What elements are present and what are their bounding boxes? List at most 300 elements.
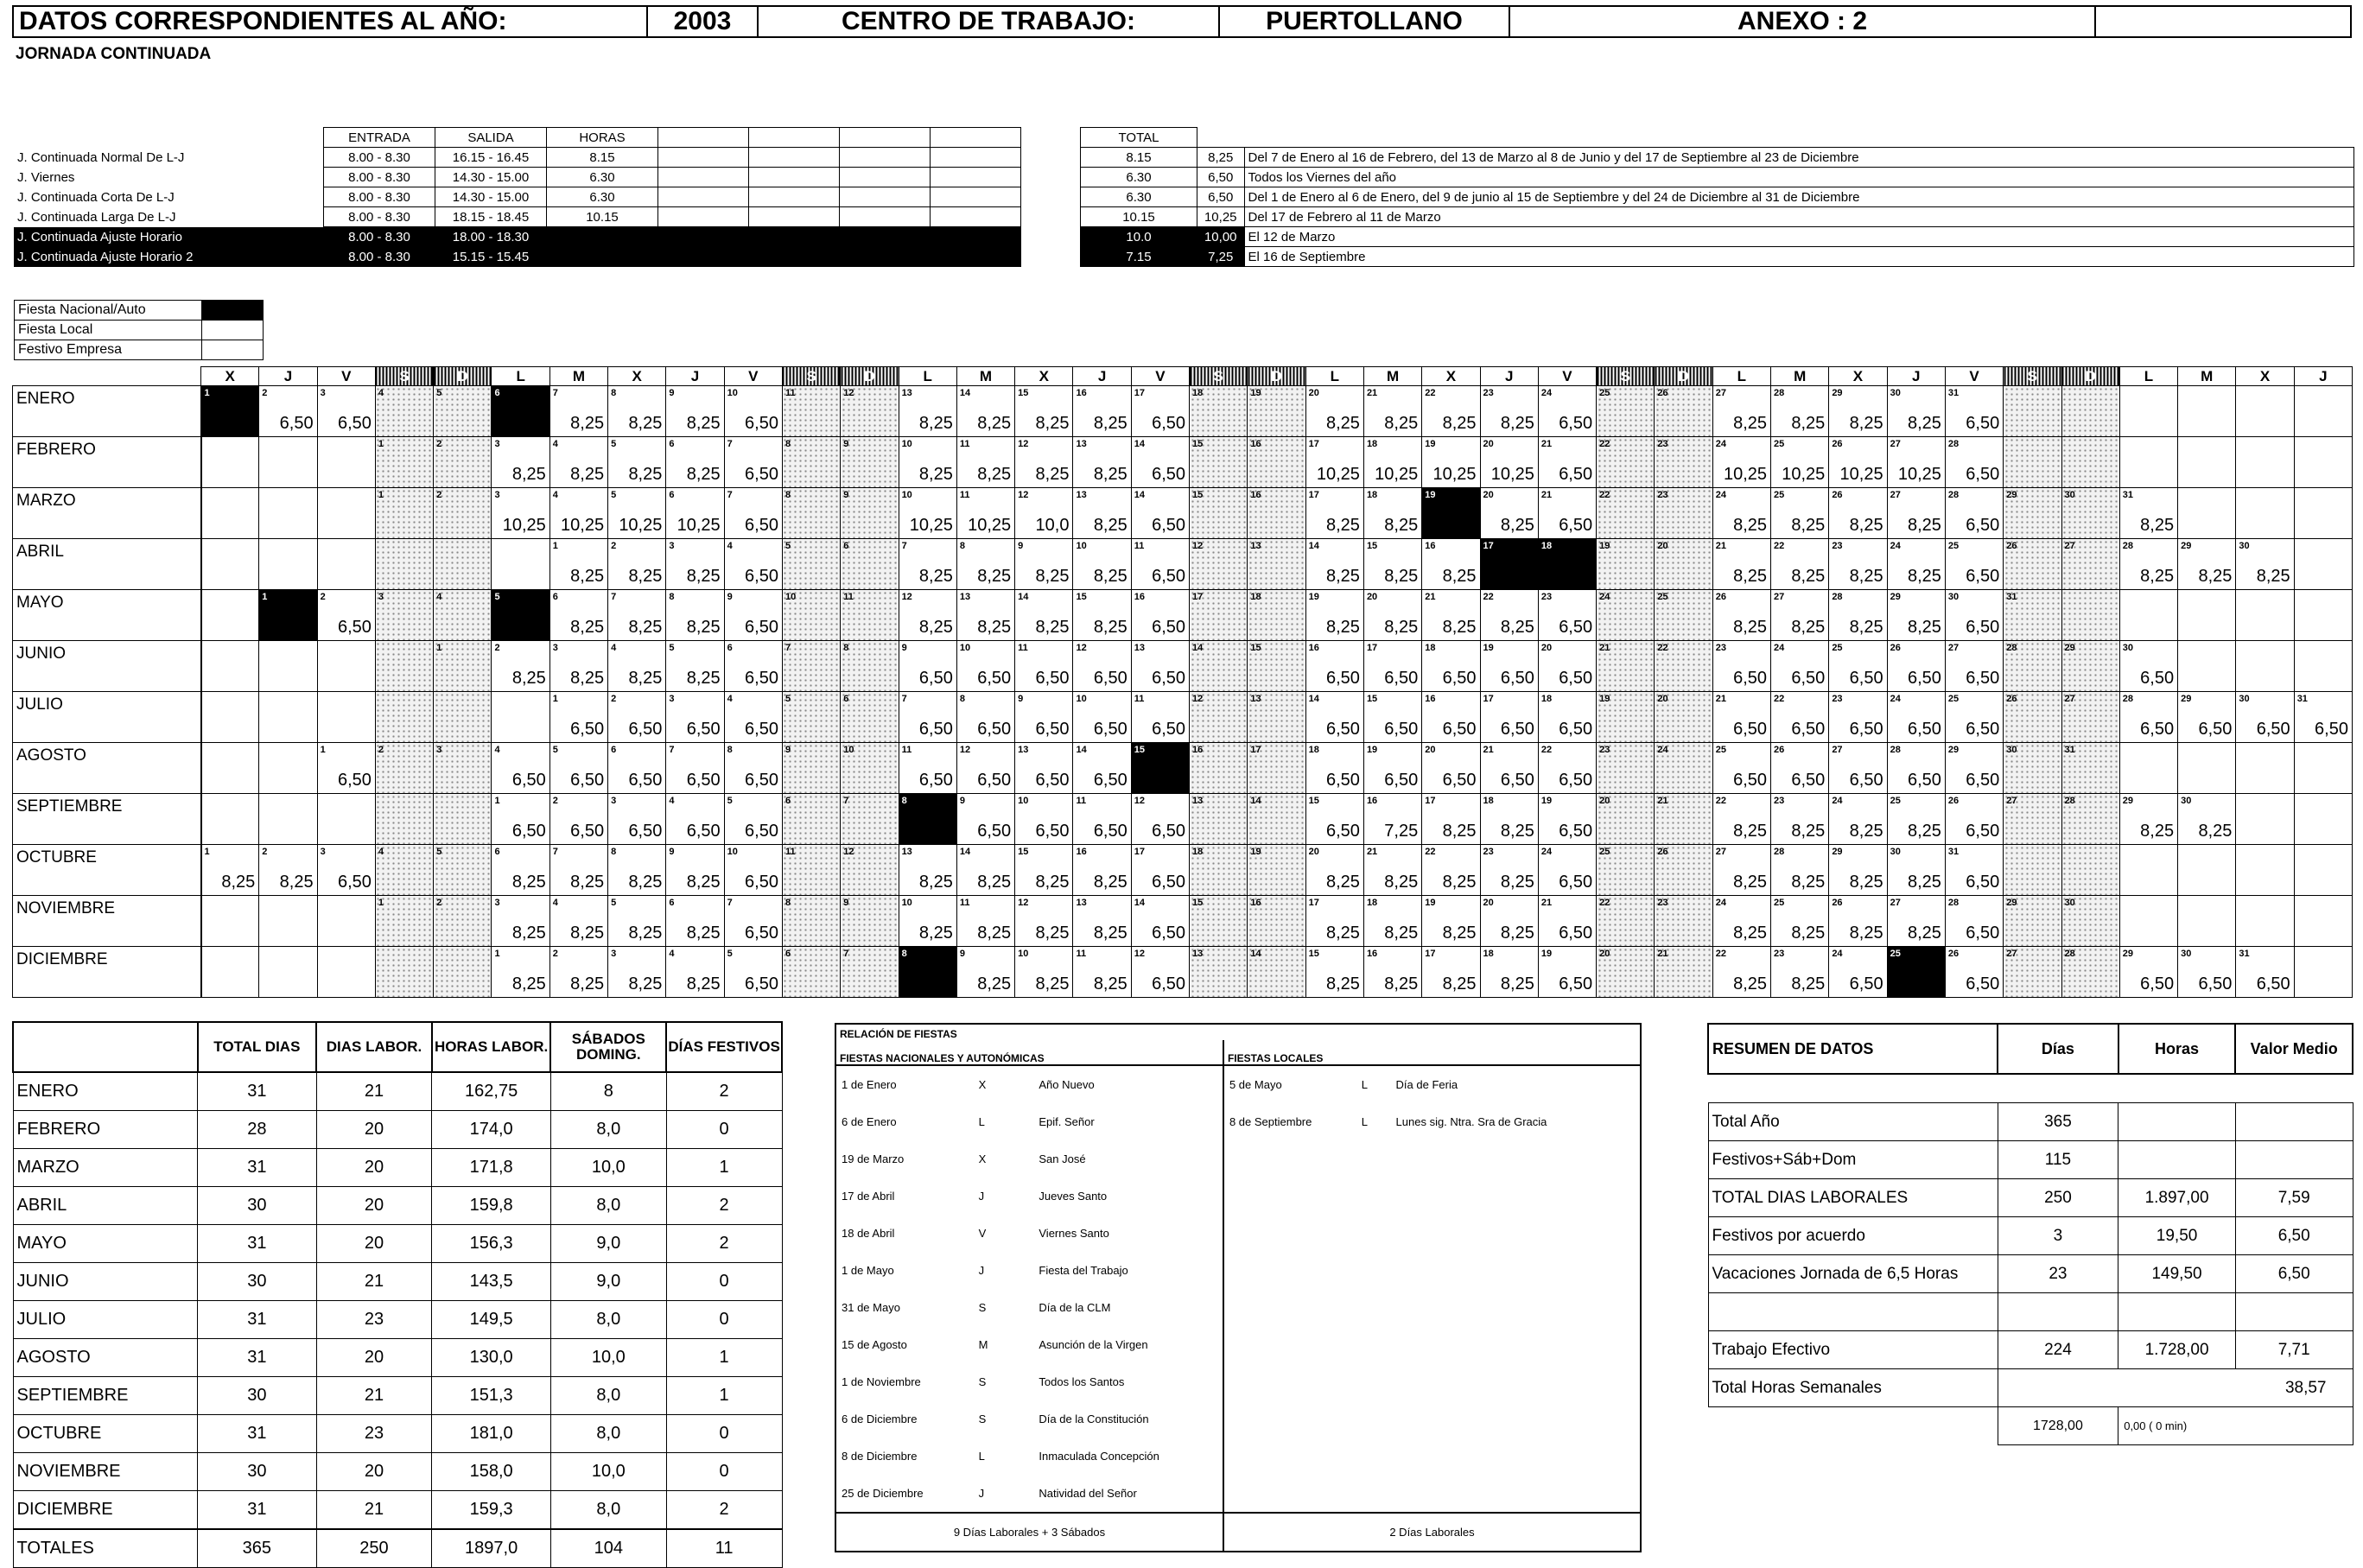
day-hours: 8,25 [1791,924,1826,943]
summary-value: 130,0 [432,1339,551,1377]
local-holiday-date [1223,1475,1356,1513]
calendar-day [2178,488,2236,539]
day-hours: 8,25 [1035,924,1070,943]
month-label: JULIO [13,692,201,743]
calendar-day [1363,539,1421,590]
calendar-day [1538,641,1596,692]
summary-header: HORAS LABOR. [432,1022,551,1072]
summary-value: 10,0 [550,1339,666,1377]
month-row [13,437,2353,488]
calendar-day [434,488,492,539]
day-hours: 8,25 [686,669,721,688]
day-number: 26 [1947,796,1960,806]
calendar-day [666,539,724,590]
day-number: 22 [1715,949,1726,959]
day-number: 10 [959,643,971,653]
day-number: 29 [2006,490,2017,500]
summary-month: ENERO [13,1072,198,1111]
day-number: 26 [1832,898,1843,908]
day-number: 14 [1250,949,1261,959]
day-number: 25 [1890,949,1901,959]
day-hours: 8,25 [1849,822,1883,841]
day-hours: 8,25 [1326,414,1360,433]
schedule-empty-cell [658,148,749,168]
day-number: 9 [1018,694,1024,704]
day-number: 10 [901,490,912,500]
summary-month: JUNIO [13,1263,198,1301]
holiday-row [835,1215,1641,1252]
schedule-description: Del 17 de Febrero al 11 de Marzo [1244,207,2354,227]
day-number: 12 [843,388,854,398]
calendar-day [608,692,666,743]
schedule-entrada: 8.00 - 8.30 [324,148,435,168]
summary-row [13,1415,782,1453]
calendar-day [1248,743,1305,794]
day-hours: 8,25 [570,873,605,892]
day-hours: 8,25 [628,974,663,993]
day-hours: 8,25 [686,465,721,484]
calendar-day [1597,794,1655,845]
schedule-salida: 18.00 - 18.30 [435,227,547,247]
calendar-day [608,437,666,488]
day-number: 29 [2122,796,2134,806]
calendar-day [1829,896,1887,947]
day-number: 12 [1018,439,1029,449]
day-number: 21 [1657,949,1668,959]
calendar-day [2178,590,2236,641]
day-number: 21 [1599,643,1610,653]
month-label: OCTUBRE [13,845,201,896]
calendar-day [1538,947,1596,998]
day-hours: 6,50 [918,669,953,688]
day-hours: 6,50 [745,974,778,993]
day-number: 26 [1715,592,1726,602]
summary-value: 0 [666,1111,782,1149]
calendar-day [1073,539,1131,590]
day-hours: 8,25 [1907,567,1941,586]
calendar-day [666,743,724,794]
day-number: 6 [494,847,500,857]
day-number: 2 [436,439,442,449]
calendar-day [434,386,492,437]
day-number: 19 [1308,592,1319,602]
day-hours: 8,25 [1326,618,1360,637]
summary-row [13,1491,782,1530]
calendar-day [1945,794,2003,845]
day-hours: 8,25 [628,465,663,484]
day-number: 8 [843,643,849,653]
day-number: 26 [1657,847,1668,857]
schedule-total-row [1081,247,2354,267]
schedule-table [14,127,1021,267]
day-number: 18 [1366,439,1378,449]
calendar-day [899,437,956,488]
calendar-day [375,692,433,743]
calendar-day [841,794,899,845]
local-holiday-day [1356,1215,1391,1252]
day-number: 26 [1774,745,1785,755]
calendar-day [2061,539,2119,590]
day-number: 10 [727,388,738,398]
day-hours: 8,25 [1384,618,1419,637]
calendar-day [1015,437,1073,488]
day-hours: 8,25 [1384,873,1419,892]
calendar-day [1073,488,1131,539]
day-number: 2 [436,898,442,908]
schedule-empty-cell [749,207,840,227]
day-hours: 6,50 [1035,822,1070,841]
day-number: 6 [669,898,675,908]
calendar-day [608,590,666,641]
day-hours: 6,50 [2140,669,2175,688]
calendar-day [782,641,840,692]
day-number: 24 [1715,490,1726,500]
day-hours: 6,50 [745,465,778,484]
day-number: 24 [1832,796,1843,806]
day-number: 28 [2006,643,2017,653]
day-number: 14 [1250,796,1261,806]
day-number: 27 [2006,949,2017,959]
day-hours: 6,50 [1559,669,1593,688]
calendar-day [899,590,956,641]
calendar-day [1073,386,1131,437]
day-number: 30 [2064,898,2075,908]
calendar-day [1480,692,1538,743]
day-hours: 8,25 [1791,516,1826,535]
day-hours: 8,25 [1326,516,1360,535]
holiday-row [835,1326,1641,1363]
calendar-day [1248,437,1305,488]
day-number: 15 [1366,541,1378,551]
day-hours: 8,25 [977,873,1012,892]
calendar-day [1363,437,1421,488]
calendar-day [2119,539,2177,590]
weekday-header: S [1190,367,1248,386]
national-holiday-name: Fiesta del Trabajo [1039,1264,1128,1277]
day-hours: 8,25 [1093,465,1128,484]
calendar-day [956,590,1014,641]
resumen-value [2235,1103,2353,1141]
calendar-day [1305,692,1363,743]
day-hours: 6,50 [1733,669,1768,688]
summary-value: 31 [198,1415,317,1453]
day-hours: 6,50 [1849,771,1883,790]
day-number: 25 [1890,796,1901,806]
day-number: 13 [1192,949,1204,959]
calendar-day [1422,743,1480,794]
day-hours: 6,50 [686,822,721,841]
day-hours: 6,50 [1152,822,1186,841]
day-number: 28 [2064,796,2075,806]
schedule-salida: 16.15 - 16.45 [435,148,547,168]
schedule-description: Del 7 de Enero al 16 de Febrero, del 13 de Marzo al 8 de Junio y del 17 de Septiembre al 23 de Diciembre [1244,148,2354,168]
day-number: 11 [959,898,970,908]
day-number: 7 [727,490,733,500]
schedule-empty-cell [931,168,1021,187]
calendar-day [1655,845,1712,896]
day-hours: 6,50 [1966,974,2000,993]
day-number: 24 [1890,694,1901,704]
calendar-day [841,896,899,947]
day-number: 18 [1483,796,1494,806]
day-number: 11 [959,490,970,500]
day-number: 10 [784,592,797,602]
calendar-day [317,896,375,947]
day-hours: 6,50 [1966,465,2000,484]
day-number: 30 [1947,592,1960,602]
calendar-day [317,590,375,641]
local-holiday-date [1223,1289,1356,1326]
calendar-day [1248,386,1305,437]
schedule-empty-cell [658,227,749,247]
day-number: 25 [1715,745,1726,755]
day-hours: 8,25 [570,465,605,484]
footer-hours: 1728,00 [1998,1407,2118,1445]
calendar-day [1597,386,1655,437]
day-number: 13 [1250,694,1261,704]
day-hours: 6,50 [2198,720,2233,739]
local-holiday-date [1223,1400,1356,1438]
calendar-day [1655,794,1712,845]
calendar-day [1829,641,1887,692]
day-hours: 8,25 [1093,924,1128,943]
day-hours: 10,25 [1723,465,1768,484]
schedule-total: 6.30 [1081,187,1197,207]
calendar-day [317,641,375,692]
day-hours: 6,50 [2198,974,2233,993]
day-number: 25 [1599,388,1610,398]
schedule-empty-cell [931,247,1021,267]
weekday-header: X [2236,367,2294,386]
calendar-day [2178,845,2236,896]
schedule-empty-cell [749,227,840,247]
calendar-day [1015,488,1073,539]
day-number: 8 [611,847,617,857]
calendar-day [956,641,1014,692]
day-number: 3 [494,439,500,449]
day-number: 18 [1366,490,1378,500]
day-number: 5 [784,541,791,551]
day-hours: 6,50 [2256,720,2290,739]
day-number: 2 [436,490,442,500]
schedule-empty-cell [931,128,1021,148]
day-hours: 6,50 [2315,720,2348,739]
calendar-day [2236,845,2294,896]
day-number: 2 [552,949,558,959]
calendar-day [1597,692,1655,743]
summary-header: SÁBADOS DOMING. [550,1022,666,1072]
day-number: 30 [2181,949,2192,959]
calendar-day [1305,845,1363,896]
day-number: 10 [1076,541,1087,551]
holiday-row [835,1252,1641,1289]
calendar-day [2236,590,2294,641]
day-number: 5 [669,643,675,653]
calendar-day [1538,896,1596,947]
day-number: 30 [2006,745,2017,755]
day-number: 22 [1540,745,1553,755]
calendar-day [1538,386,1596,437]
calendar-day [1712,590,1770,641]
day-number: 25 [1774,439,1785,449]
day-hours: 8,25 [570,974,605,993]
day-hours: 6,50 [745,567,778,586]
calendar-day [1015,539,1073,590]
day-hours: 6,50 [1791,771,1826,790]
national-holiday-day: V [978,1227,987,1240]
day-hours: 6,50 [1907,771,1941,790]
summary-value: 21 [316,1072,432,1111]
day-number: 24 [1890,541,1901,551]
local-holiday-day [1356,1289,1391,1326]
calendar-day [2236,386,2294,437]
calendar-day [782,896,840,947]
day-hours: 6,50 [2140,720,2175,739]
day-hours: 6,50 [1326,720,1360,739]
day-number: 11 [1076,949,1087,959]
calendar-day [1771,539,1829,590]
day-number: 23 [1832,541,1843,551]
resumen-value: 1.897,00 [2118,1179,2236,1217]
day-number: 26 [2006,541,2017,551]
day-number: 31 [2122,490,2134,500]
calendar-day [724,590,782,641]
calendar-day [549,641,607,692]
calendar-day [956,947,1014,998]
month-row [13,794,2353,845]
calendar-day [608,386,666,437]
calendar-day [2004,437,2061,488]
holiday-row [835,1475,1641,1513]
calendar-day [1073,590,1131,641]
calendar-day [1363,794,1421,845]
day-number: 15 [1250,643,1261,653]
day-hours: 6,50 [977,771,1012,790]
national-holiday-date: 1 de Enero [842,1078,897,1091]
schedule-total-row [1081,207,2354,227]
holiday-row [835,1103,1641,1140]
day-number: 29 [1890,592,1901,602]
month-label: ENERO [13,386,201,437]
day-number: 22 [1774,694,1785,704]
resumen-value: 6,50 [2235,1255,2353,1293]
summary-value: 174,0 [432,1111,551,1149]
calendar-day [549,692,607,743]
local-holiday-name [1391,1252,1641,1289]
day-number: 6 [727,643,733,653]
summary-row [13,1339,782,1377]
calendar-day [492,590,549,641]
schedule-total: 10.15 [1081,207,1197,227]
summary-value: 28 [198,1111,317,1149]
calendar-day [201,488,259,539]
schedule-empty-cell [931,227,1021,247]
day-hours: 6,50 [337,873,372,892]
calendar-day [1363,743,1421,794]
schedule-horas [547,227,658,247]
calendar-day [2004,641,2061,692]
resumen-value: 149,50 [2118,1255,2236,1293]
day-number: 17 [1308,898,1319,908]
day-number: 9 [727,592,733,602]
day-number: 24 [1540,847,1553,857]
weekly-hours-value: 38,57 [1998,1369,2353,1407]
day-number: 4 [669,796,675,806]
day-number: 31 [2296,694,2308,704]
summary-value: 31 [198,1149,317,1187]
calendar-day [2004,845,2061,896]
calendar-day [1248,488,1305,539]
calendar-day [782,539,840,590]
day-number: 25 [1657,592,1668,602]
day-hours: 8,25 [1733,516,1768,535]
day-hours: 8,25 [2198,567,2233,586]
calendar-day [2294,845,2352,896]
day-number: 11 [843,592,854,602]
calendar-day [2236,692,2294,743]
summary-value: 20 [316,1453,432,1491]
calendar-day [317,845,375,896]
local-holiday-date [1223,1215,1356,1252]
calendar-day [2061,896,2119,947]
schedule-empty-cell [931,148,1021,168]
day-number: 8 [959,541,965,551]
calendar-day [434,743,492,794]
day-number: 16 [1192,745,1204,755]
weekday-header: L [492,367,549,386]
calendar-day [1945,692,2003,743]
day-hours: 6,50 [1152,720,1186,739]
resumen-header: Días [1998,1024,2118,1074]
day-number: 9 [959,796,965,806]
schedule-decimal: 10,00 [1197,227,1245,247]
day-hours: 8,25 [1326,924,1360,943]
day-hours: 10,25 [968,516,1012,535]
day-number: 8 [611,388,617,398]
calendar-day [2236,539,2294,590]
calendar-day [2178,641,2236,692]
day-hours: 8,25 [1907,873,1941,892]
day-number: 21 [1483,745,1494,755]
summary-value: 8,0 [550,1491,666,1530]
weekday-header: L [899,367,956,386]
day-number: 9 [901,643,907,653]
calendar-day [2119,743,2177,794]
calendar-day [1829,590,1887,641]
resumen-header: Valor Medio [2235,1024,2353,1074]
summary-row [13,1453,782,1491]
day-hours: 6,50 [745,771,778,790]
day-number: 11 [901,745,912,755]
day-number: 16 [1425,694,1436,704]
calendar-day [1363,590,1421,641]
calendar-day [1131,488,1189,539]
calendar-day [549,590,607,641]
national-holiday-name: San José [1039,1152,1086,1165]
day-hours: 8,25 [1907,822,1941,841]
day-number: 23 [1599,745,1610,755]
day-number: 28 [1890,745,1901,755]
day-number: 22 [1599,898,1610,908]
day-hours: 6,50 [1442,771,1477,790]
calendar-day [782,386,840,437]
calendar-day [1945,896,2003,947]
day-hours: 6,50 [918,771,953,790]
day-number: 20 [1483,898,1494,908]
day-number: 21 [1366,388,1378,398]
day-hours: 8,25 [1849,873,1883,892]
month-label: MAYO [13,590,201,641]
